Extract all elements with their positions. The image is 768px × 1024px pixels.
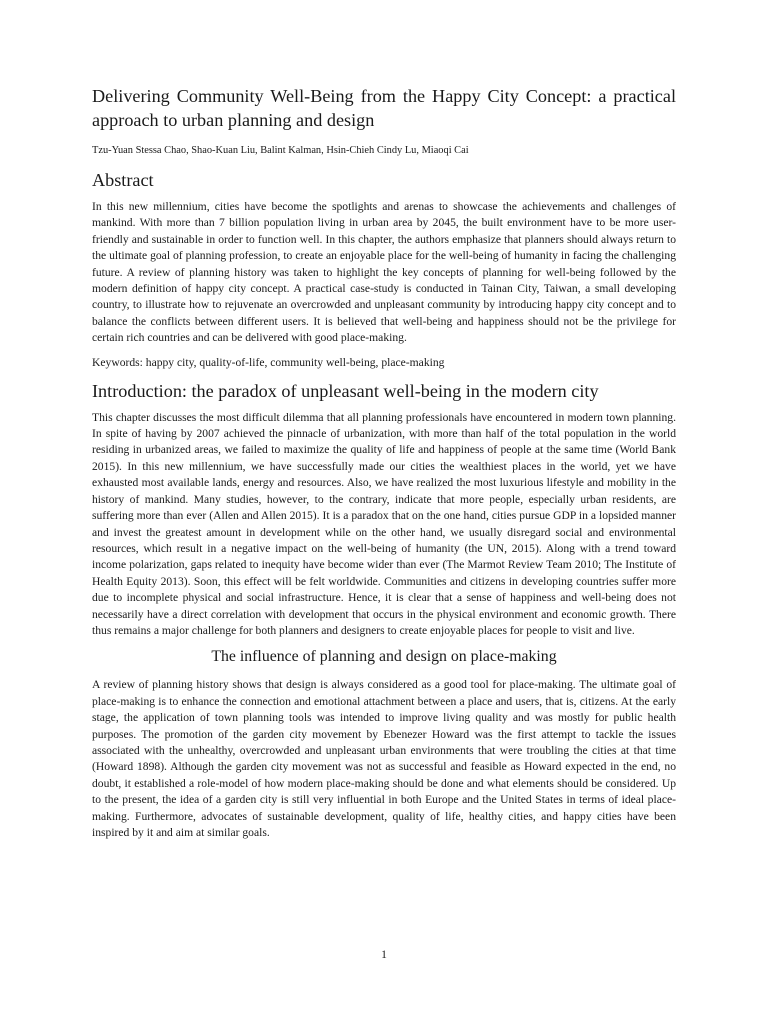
- keywords-line: Keywords: happy city, quality-of-life, community well-being, place-making: [92, 355, 445, 369]
- abstract-heading: Abstract: [92, 170, 154, 190]
- paper-page: [92, 84, 676, 849]
- influence-heading: The influence of planning and design on place-making: [211, 648, 557, 666]
- abstract-paragraph: In this new millennium, cities have become the spotlights and arenas to showcase the achievements and challenges of mankind. With more than 7 billion population living in urban area by 2045, the built environment have to be more user-friendly and sustainable in order to function well. In this chapter, the authors emphasize that planners should always return to the ultimate goal of planning profession, to create an enjoyable place for the well-being of humanity in facing the challenging future. A review of planning history was taken to highlight the key concepts of planning for well-being followed by the modern definition of happy city concept. A practical case-study is conducted in Tainan City, Taiwan, a small developing country, to illustrate how to rejuvenate an overcrowded and unpleasant community by introducing happy city concept and to balance the conflicts between different users. It is believed that well-being and happiness should not be the privilege for certain rich countries and can be delivered with good place-making.: [92, 200, 676, 345]
- influence-paragraph: A review of planning history shows that design is always considered as a good tool for place-making. The ultimate goal of place-making is to enhance the connection and emotional attachment between a place and users, that is, citizens. At the early stage, the application of town planning tools was intended to improve living quality and was mostly for public health purposes. The promotion of the garden city movement by Ebenezer Howard was the first attempt to tackle the issues associated with the unhealthy, overcrowded and unpleasant urban environments that were troubling the cities at that time (Howard 1898). Although the garden city movement was not as successful and feasible as Howard expected in the end, no doubt, it established a role-model of how modern place-making should be done and what elements should be considered. Up to the present, the idea of a garden city is still very influential in both Europe and the United States in terms of ideal place-making. Furthermore, advocates of sustainable development, quality of life, healthy cities, and happy cities have been inspired by it and aim at similar goals.: [92, 678, 676, 839]
- page-number: 1: [381, 948, 387, 961]
- introduction-heading: Introduction: the paradox of unpleasant well-being in the modern city: [92, 380, 599, 401]
- author-list: Tzu-Yuan Stessa Chao, Shao-Kuan Liu, Balint Kalman, Hsin-Chieh Cindy Lu, Miaoqi Cai: [92, 145, 469, 156]
- introduction-paragraph: This chapter discusses the most difficult dilemma that all planning professionals have encountered in modern town planning. In spite of having by 2007 achieved the pinnacle of urbanization, with more than half of the total population in the world residing in urbanized areas, we failed to maximize the quality of life and happiness of people at the same time (World Bank 2015). In this new millennium, we have successfully made our cities the wealthiest places in the world, yet we have exhausted most available lands, energy and resources. Also, we have realized the most luxurious lifestyle and mobility in the history of mankind. Many studies, however, to the contrary, indicate that more people, especially urban residents, are suffering more than ever (Allen and Allen 2015). It is a paradox that on the one hand, cities pursue GDP in a lopsided manner and invest the greatest amount in development while on the other hand, we usually disregard social and environmental resources, which result in a negative impact on the well-being of humanity (the UN, 2015). Along with a trend toward income polarization, gaps related to inequity have become wider than ever (The Marmot Review Team 2010; The Institute of Health Equity 2013). Soon, this effect will be felt worldwide. Communities and citizens in developing countries suffer more due to incomplete physical and social infrastructure. Hence, it is clear that a sense of happiness and well-being does not necessarily have a direct correlation with development that occurs in the physical environment and economic growth. There thus remains a major challenge for both planners and designers to create enjoyable places for people to visit and live.: [92, 410, 676, 637]
- paper-title: Delivering Community Well-Being from the Happy City Concept: a practical approach to urban planning and design: [92, 86, 676, 130]
